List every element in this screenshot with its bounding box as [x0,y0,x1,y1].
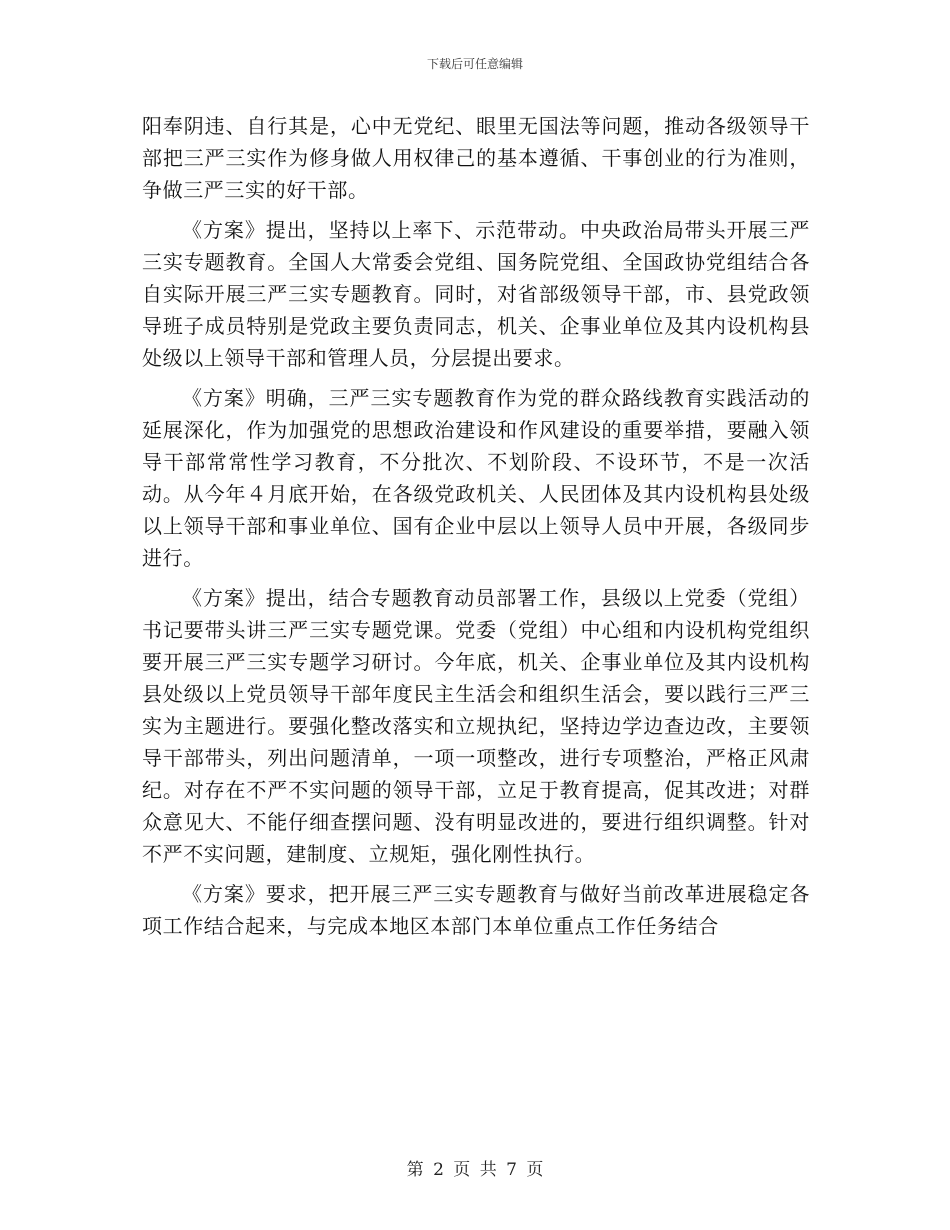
page-number-footer: 第 2 页 共 7 页 [406,1160,544,1180]
document-body [142,110,810,950]
paragraph-continued: 阳奉阴违、自行其是，心中无党纪、眼里无国法等问题，推动各级领导干部把三严三实作为修身做人用权律己的基本遵循、干事创业的行为准则，争做三严三实的好干部。 [142,114,810,202]
paragraph: 《方案》明确，三严三实专题教育作为党的群众路线教育实践活动的延展深化，作为加强党的思想政治建设和作风建设的重要举措，要融入领导干部常常性学习教育，不分批次、不划阶段、不设环节，不是一次活动。从今年４月底开始，在各级党政机关、人民团体及其内设机构县处级以上领导干部和事业单位、国有企业中层以上领导人员中开展，各级同步进行。 [142,386,810,570]
paragraph: 《方案》提出，坚持以上率下、示范带动。中央政治局带头开展三严三实专题教育。全国人大常委会党组、国务院党组、全国政协党组结合各自实际开展三严三实专题教育。同时，对省部级领导干部，市、县党政领导班子成员特别是党政主要负责同志，机关、企事业单位及其内设机构县处级以上领导干部和管理人员，分层提出要求。 [142,218,810,370]
paragraph: 《方案》要求，把开展三严三实专题教育与做好当前改革进展稳定各项工作结合起来，与完成本地区本部门本单位重点工作任务结合 [142,882,810,938]
page-header: 下载后可任意编辑 [426,57,523,71]
paragraph: 《方案》提出，结合专题教育动员部署工作，县级以上党委（党组）书记要带头讲三严三实专题党课。党委（党组）中心组和内设机构党组织要开展三严三实专题学习研讨。今年底，机关、企事业单位及其内设机构县处级以上党员领导干部年度民主生活会和组织生活会，要以践行三严三实为主题进行。要强化整改落实和立规执纪，坚持边学边查边改，主要领导干部带头，列出问题清单，一项一项整改，进行专项整治，严格正风肃纪。对存在不严不实问题的领导干部，立足于教育提高，促其改进；对群众意见大、不能仔细查摆问题、没有明显改进的，要进行组织调整。针对不严不实问题，建制度、立规矩，强化刚性执行。 [142,586,810,866]
